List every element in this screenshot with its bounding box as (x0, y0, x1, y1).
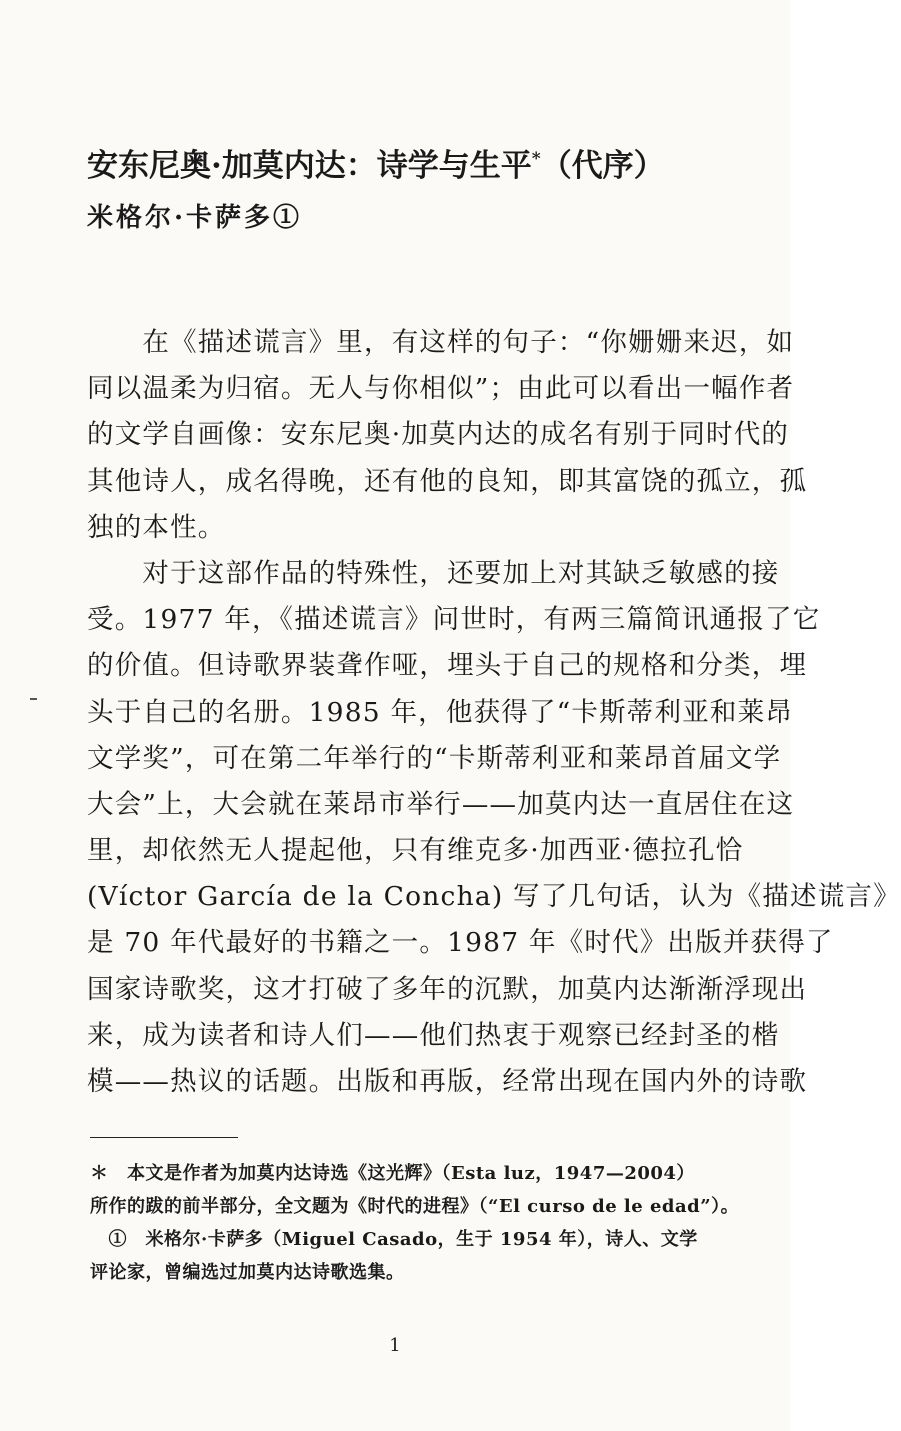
author-line: 米格尔·卡萨多① (87, 203, 303, 233)
footnote-line: 所作的跋的前半部分，全文题为《时代的进程》（“El curso de le edad”）。 (90, 1196, 740, 1217)
body-line: (Víctor García de la Concha) 写了几句话，认为《描述谎言》 (87, 881, 901, 913)
chapter-title (87, 140, 665, 185)
body-line: 在《描述谎言》里，有这样的句子：“你姗姗来迟，如 (87, 327, 795, 358)
body-line: 独的本性。 (87, 511, 226, 543)
body-line: 里，却依然无人提起他，只有维克多·加西亚·德拉孔恰 (87, 835, 744, 867)
chapter-title-suffix: （代序） (540, 148, 665, 184)
body-line: 模——热议的话题。出版和再版，经常出现在国内外的诗歌 (87, 1066, 808, 1097)
chapter-title-text: 安东尼奥·加莫内达：诗学与生平 (87, 148, 532, 184)
footnote-marker: * (531, 149, 541, 169)
body-line: 的文学自画像：安东尼奥·加莫内达的成名有别于同时代的 (87, 419, 790, 451)
margin-mark (30, 698, 37, 700)
body-line: 大会”上，大会就在莱昂市举行——加莫内达一直居住在这 (87, 788, 795, 820)
body-line: 头于自己的名册。1985 年，他获得了“卡斯蒂利亚和莱昂 (87, 696, 794, 728)
footnote-line: ① 米格尔·卡萨多（Miguel Casado，生于 1954 年），诗人、文学 (90, 1229, 698, 1250)
footnotes (90, 1157, 740, 1289)
page-number: 1 (389, 1335, 401, 1356)
footnote-divider (90, 1137, 238, 1138)
footnote-line: 评论家，曾编选过加莫内达诗歌选集。 (90, 1262, 405, 1283)
body-line: 来，成为读者和诗人们——他们热衷于观察已经封圣的楷 (87, 1019, 780, 1051)
body-line: 同以温柔为归宿。无人与你相似”；由此可以看出一幅作者 (87, 373, 795, 405)
body-line: 的价值。但诗歌界装聋作哑，埋头于自己的规格和分类，埋 (87, 650, 808, 682)
body-line: 受。1977 年，《描述谎言》问世时，有两三篇简讯通报了它 (87, 604, 821, 636)
footnote-line: ＊ 本文是作者为加莫内达诗选《这光辉》（Esta luz，1947—2004） (90, 1163, 695, 1184)
body-text (87, 320, 901, 1105)
body-line: 其他诗人，成名得晚，还有他的良知，即其富饶的孤立，孤 (87, 465, 808, 497)
body-line: 是 70 年代最好的书籍之一。1987 年《时代》出版并获得了 (87, 927, 834, 959)
body-line: 对于这部作品的特殊性，还要加上对其缺乏敏感的接 (87, 557, 780, 589)
body-line: 国家诗歌奖，这才打破了多年的沉默，加莫内达渐渐浮现出 (87, 973, 808, 1005)
body-line: 文学奖”，可在第二年举行的“卡斯蒂利亚和莱昂首届文学 (87, 742, 782, 774)
